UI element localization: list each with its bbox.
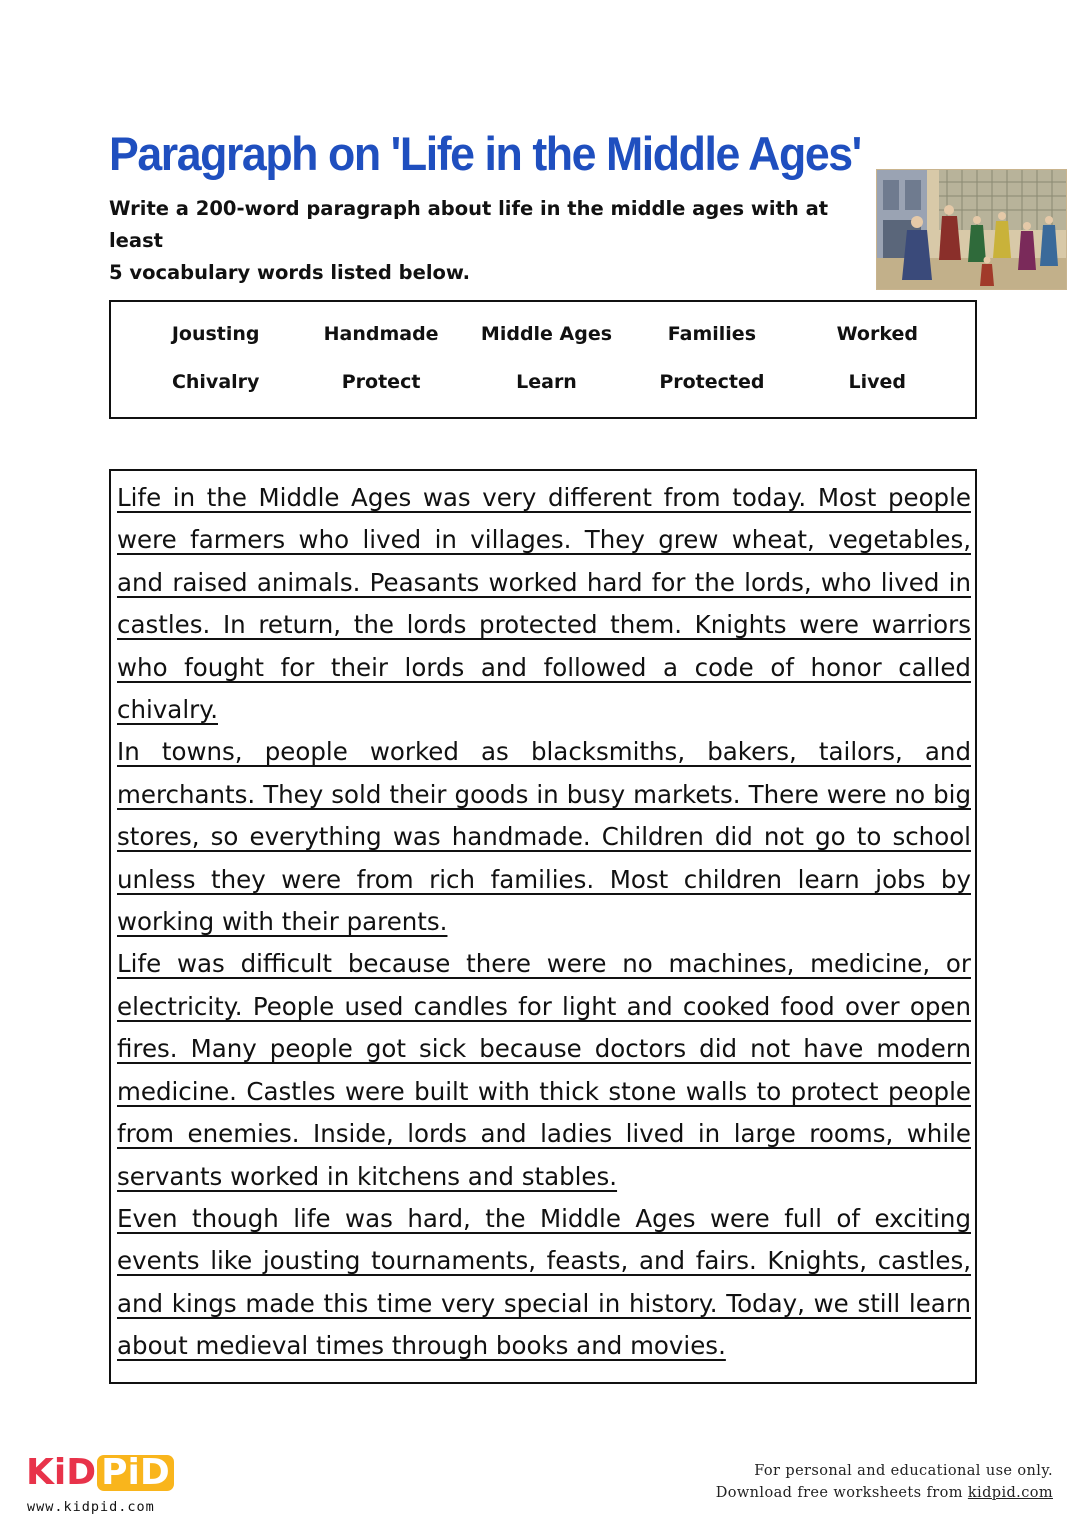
paragraph-4: Even though life was hard, the Middle Ages were full of exciting events like jousting tournaments, feasts, and fairs. Knights, castles, and kings made this time very special in history. Today, we still learn about medieval times through books and movies. xyxy=(117,1203,971,1361)
instruction-line-1: Write a 200-word paragraph about life in the middle ages with at least xyxy=(109,197,829,252)
vocab-word: Lived xyxy=(848,371,907,393)
footer-note-line-2 xyxy=(716,1482,1053,1504)
vocab-word: Chivalry xyxy=(171,371,260,393)
vocab-word: Jousting xyxy=(171,323,260,345)
vocab-word: Worked xyxy=(836,323,918,345)
vocab-word: Learn xyxy=(516,371,577,393)
medieval-scene-icon xyxy=(877,170,1066,289)
footer-note xyxy=(716,1460,1053,1504)
paragraph-box xyxy=(109,469,977,1384)
logo-url: www.kidpid.com xyxy=(27,1499,155,1515)
medieval-scene-illustration xyxy=(876,169,1067,290)
paragraph-2: In towns, people worked as blacksmiths, bakers, tailors, and merchants. They sold their goods in busy markets. There were no big stores, so everything was handmade. Children did not go to school unless they were from rich families. Most children learn jobs by working with their parents. xyxy=(117,737,971,937)
instruction-text xyxy=(109,193,879,289)
logo-part-pid: PiD xyxy=(97,1455,174,1491)
vocab-word: Families xyxy=(667,323,756,345)
kidpid-logo xyxy=(26,1452,176,1522)
logo-wordmark xyxy=(26,1452,174,1494)
logo-part-kid: KiD xyxy=(26,1452,97,1493)
paragraph-3: Life was difficult because there were no machines, medicine, or electricity. People used candles for light and cooked food over open fires. Many people got sick because doctors did not have modern medicine. Castles were built with thick stone walls to protect people from enemies. Inside, lords and ladies lived in large rooms, while servants worked in kitchens and stables. xyxy=(117,949,971,1191)
vocabulary-grid xyxy=(133,320,960,397)
vocab-word: Protect xyxy=(341,371,421,393)
paragraph-text xyxy=(117,477,971,1368)
footer-note-line-1: For personal and educational use only. xyxy=(754,1463,1053,1479)
kidpid-link[interactable]: kidpid.com xyxy=(967,1485,1053,1501)
vocab-word: Handmade xyxy=(323,323,439,345)
footer-note-prefix: Download free worksheets from xyxy=(715,1485,968,1501)
vocab-word: Middle Ages xyxy=(480,323,613,345)
vocabulary-box xyxy=(109,300,977,419)
paragraph-1: Life in the Middle Ages was very different from today. Most people were farmers who lived in villages. They grew wheat, vegetables, and raised animals. Peasants worked hard for the lords, who lived in castles. In return, the lords protected them. Knights were warriors who fought for their lords and followed a code of honor called chivalry. xyxy=(117,483,971,725)
instruction-line-2: 5 vocabulary words listed below. xyxy=(109,261,471,284)
vocab-word: Protected xyxy=(659,371,765,393)
page-title: Paragraph on 'Life in the Middle Ages' xyxy=(109,127,861,180)
